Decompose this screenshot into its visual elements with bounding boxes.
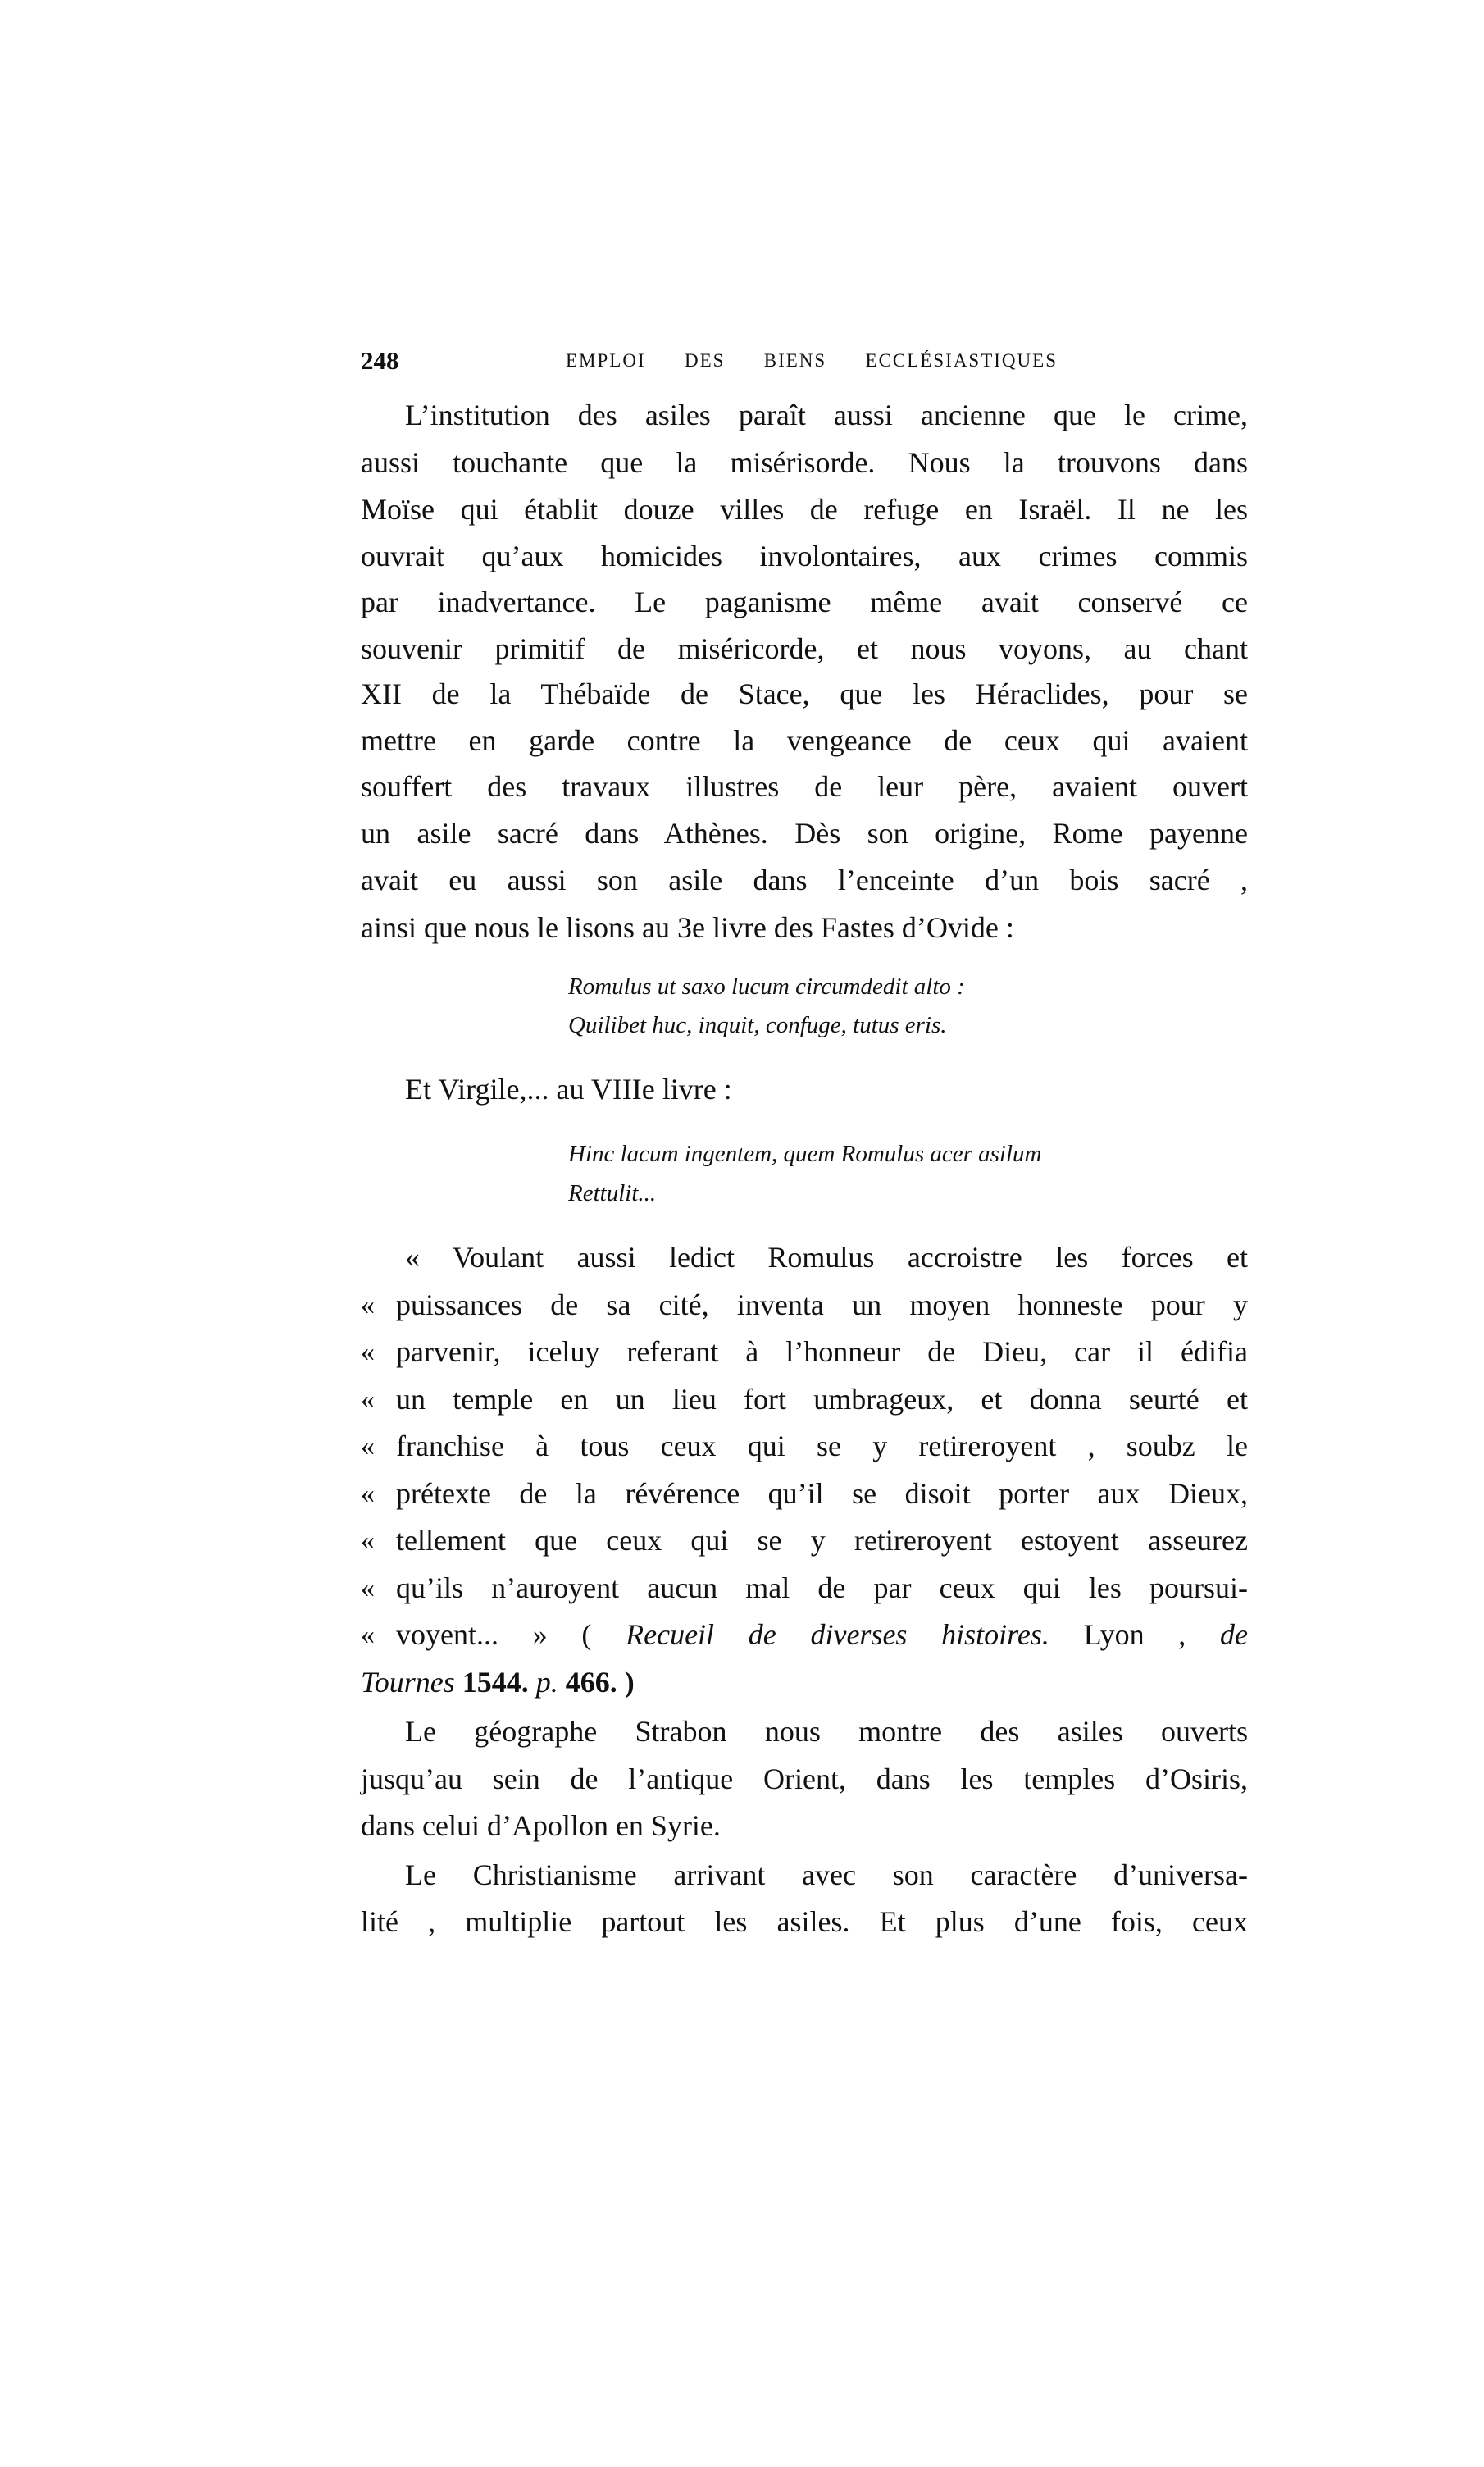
quote-mark: « (361, 1290, 375, 1320)
text-line: Moïse qui établit douze villes de refuge en Israël. Il ne les (361, 493, 1248, 526)
text-line: ouvrait qu’aux homicides involontaires, aux crimes commis (361, 540, 1248, 572)
citation-page-label: p. (535, 1666, 558, 1699)
citation-city: Lyon , (1083, 1618, 1186, 1651)
text-line: mettre en garde contre la vengeance de ceux qui avaient (361, 724, 1248, 757)
quote-mark: « (361, 1384, 375, 1415)
citation-publisher: de (1220, 1618, 1248, 1651)
text-line: jusqu’au sein de l’antique Orient, dans les temples d’Osiris, (361, 1762, 1248, 1795)
text-line: un asile sacré dans Athènes. Dès son origine, Rome payenne (361, 817, 1248, 850)
text-line: XII de la Thébaïde de Stace, que les Héraclides, pour se (361, 677, 1248, 710)
quote-mark: « (361, 1573, 375, 1603)
citation-page: 466. ) (565, 1666, 635, 1699)
citation-title: Recueil de diverses histoires. (626, 1618, 1049, 1651)
text-line: souffert des travaux illustres de leur père, avaient ouvert (361, 770, 1248, 803)
quote-mark: « (361, 1479, 375, 1509)
text-line: Le géographe Strabon nous montre des asiles ouverts (405, 1715, 1248, 1748)
verse-line: Hinc lacum ingentem, quem Romulus acer asilum (568, 1141, 1042, 1167)
text-line: par inadvertance. Le paganisme même avait conservé ce (361, 586, 1248, 618)
text-line: aussi touchante que la misérisorde. Nous la trouvons dans (361, 446, 1248, 479)
quote-text: voyent... » ( (396, 1618, 592, 1651)
text-line: L’institution des asiles paraît aussi ancienne que le crime, (405, 399, 1248, 431)
running-head: EMPLOI DES BIENS ECCLÉSIASTIQUES (566, 350, 1058, 371)
text-line: Et Virgile,... au VIIIe livre : (405, 1073, 732, 1106)
quote-line: tellement que ceux qui se y retireroyent estoyent asseurez (396, 1524, 1248, 1557)
verse-line: Quilibet huc, inquit, confuge, tutus eris. (568, 1012, 947, 1038)
quote-mark: « (361, 1431, 375, 1462)
quote-line: puissances de sa cité, inventa un moyen honneste pour y (396, 1288, 1248, 1321)
quote-line: parvenir, iceluy referant à l’honneur de Dieu, car il édifia (396, 1335, 1248, 1368)
text-line: souvenir primitif de miséricorde, et nous voyons, au chant (361, 632, 1248, 665)
citation-year: 1544. (462, 1666, 529, 1699)
quote-mark: « (361, 1525, 375, 1556)
quote-mark: « (361, 1337, 375, 1367)
citation-line (361, 1659, 1248, 1706)
verse-line: Rettulit... (568, 1180, 657, 1206)
quote-line: prétexte de la révérence qu’il se disoit porter aux Dieux, (396, 1477, 1248, 1510)
verse-line: Romulus ut saxo lucum circumdedit alto : (568, 974, 965, 1000)
quote-line: franchise à tous ceux qui se y retireroyent , soubz le (396, 1430, 1248, 1462)
quote-line: un temple en un lieu fort umbrageux, et donna seurté et (396, 1383, 1248, 1416)
quote-line: qu’ils n’auroyent aucun mal de par ceux qui les poursui- (396, 1571, 1248, 1604)
quote-mark: « (361, 1620, 375, 1650)
text-line: ainsi que nous le lisons au 3e livre des Fastes d’Ovide : (361, 911, 1014, 944)
text-line: lité , multiplie partout les asiles. Et plus d’une fois, ceux (361, 1905, 1248, 1938)
quote-line-citation (396, 1612, 1248, 1658)
text-line: dans celui d’Apollon en Syrie. (361, 1809, 721, 1842)
quote-line: « Voulant aussi ledict Romulus accroistre les forces et (405, 1241, 1248, 1274)
text-line: avait eu aussi son asile dans l’enceinte d’un bois sacré , (361, 864, 1248, 896)
text-line: Le Christianisme arrivant avec son caractère d’universa- (405, 1858, 1248, 1891)
page-number: 248 (361, 346, 399, 375)
citation-publisher: Tournes (361, 1666, 455, 1699)
